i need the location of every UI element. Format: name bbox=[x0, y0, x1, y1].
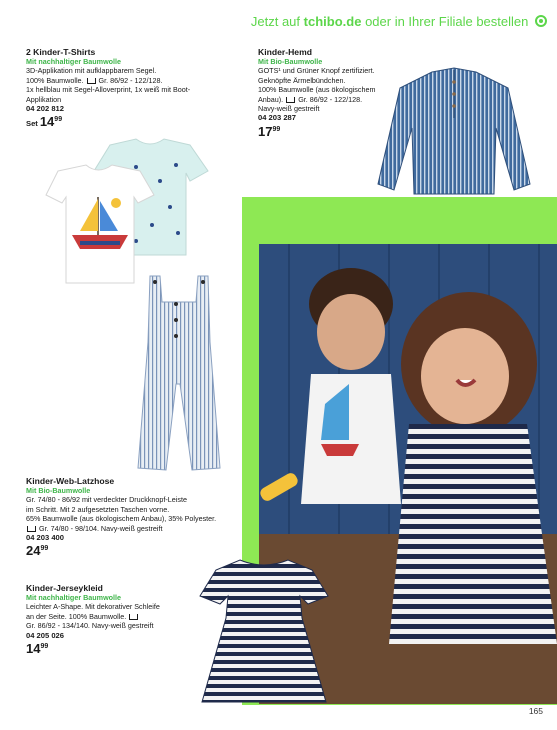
product-price: $17^{99}$ bbox=[258, 123, 281, 139]
product-desc-line: an der Seite. 100% Baumwolle. bbox=[26, 612, 216, 621]
product-subtitle: Mit nachhaltiger Baumwolle bbox=[26, 593, 122, 602]
article-number: 04 203 287 bbox=[258, 113, 297, 123]
product-desc-line: Gr. 74/80 - 86/92 mit verdeckter Druckknopf-Leiste bbox=[26, 495, 187, 505]
tshirts-image bbox=[40, 137, 220, 287]
product-title: 2 Kinder-T-Shirts bbox=[26, 47, 96, 57]
product-desc-line: GOTS¹ und Grüner Knopf zertifiziert. bbox=[258, 66, 375, 76]
product-desc-line: Geknöpfte Ärmelbündchen. bbox=[258, 75, 346, 85]
product-desc-line: Leichter A-Shape. Mit dekorativer Schleife bbox=[26, 602, 160, 612]
product-desc-line: im Schritt. Mit 2 aufgesetzten Taschen vorne. bbox=[26, 504, 170, 514]
article-number: 04 205 026 bbox=[26, 630, 65, 640]
header-prefix: Jetzt auf bbox=[250, 14, 301, 29]
product-desc-line: Navy-weiß gestreift bbox=[258, 104, 320, 114]
product-desc-line: 100% Baumwolle. Gr. 86/92 - 122/128. bbox=[26, 75, 163, 85]
product-desc-line: Applikation bbox=[26, 94, 62, 104]
product-title: Kinder-Jerseykleid bbox=[26, 583, 103, 593]
product-title: Kinder-Web-Latzhose bbox=[26, 476, 115, 486]
wash-care-icon bbox=[27, 526, 36, 532]
dress-image bbox=[196, 556, 332, 706]
product-desc-line: 100% Baumwolle (aus ökologischem bbox=[258, 85, 376, 95]
tchibo-logo-icon bbox=[535, 15, 547, 27]
product-desc-line: 3D-Applikation mit aufklappbarem Segel. bbox=[26, 66, 157, 76]
dungarees-image bbox=[136, 272, 222, 472]
article-number: 04 202 812 bbox=[26, 104, 65, 114]
product-tshirts bbox=[26, 47, 241, 129]
product-subtitle: Mit nachhaltiger Baumwolle bbox=[26, 57, 122, 66]
shirt-image bbox=[376, 66, 532, 198]
product-price: $24^{99}$ bbox=[26, 543, 49, 559]
product-price: Set $14^{99}$ bbox=[26, 114, 63, 130]
article-number: 04 203 400 bbox=[26, 533, 65, 543]
product-desc-line: Gr. 74/80 - 98/104. Navy-weiß gestreift bbox=[26, 524, 271, 533]
wash-care-icon bbox=[129, 614, 138, 620]
product-title: Kinder-Hemd bbox=[258, 47, 312, 57]
product-subtitle: Mit Bio-Baumwolle bbox=[26, 486, 91, 495]
product-latzhose bbox=[26, 476, 271, 559]
product-desc-line: Gr. 86/92 - 134/140. Navy-weiß gestreift bbox=[26, 621, 154, 631]
product-desc-line: Anbau). Gr. 86/92 - 122/128. bbox=[258, 94, 363, 104]
page-number: 165 bbox=[528, 706, 543, 716]
product-desc-line: 65% Baumwolle (aus ökologischem Anbau), 35% Polyester. bbox=[26, 514, 217, 524]
wash-care-icon bbox=[286, 97, 295, 103]
product-subtitle: Mit Bio-Baumwolle bbox=[258, 57, 323, 66]
product-kleid bbox=[26, 583, 216, 657]
product-desc-line: 1x hellblau mit Segel-Alloverprint, 1x weiß mit Boot- bbox=[26, 85, 191, 95]
header-suffix: oder in Ihrer Filiale bestellen bbox=[365, 14, 529, 29]
page-header bbox=[251, 14, 547, 29]
header-site-link[interactable]: tchibo.de bbox=[303, 14, 362, 29]
product-price: $14^{99}$ bbox=[26, 641, 49, 657]
wash-care-icon bbox=[87, 78, 96, 84]
